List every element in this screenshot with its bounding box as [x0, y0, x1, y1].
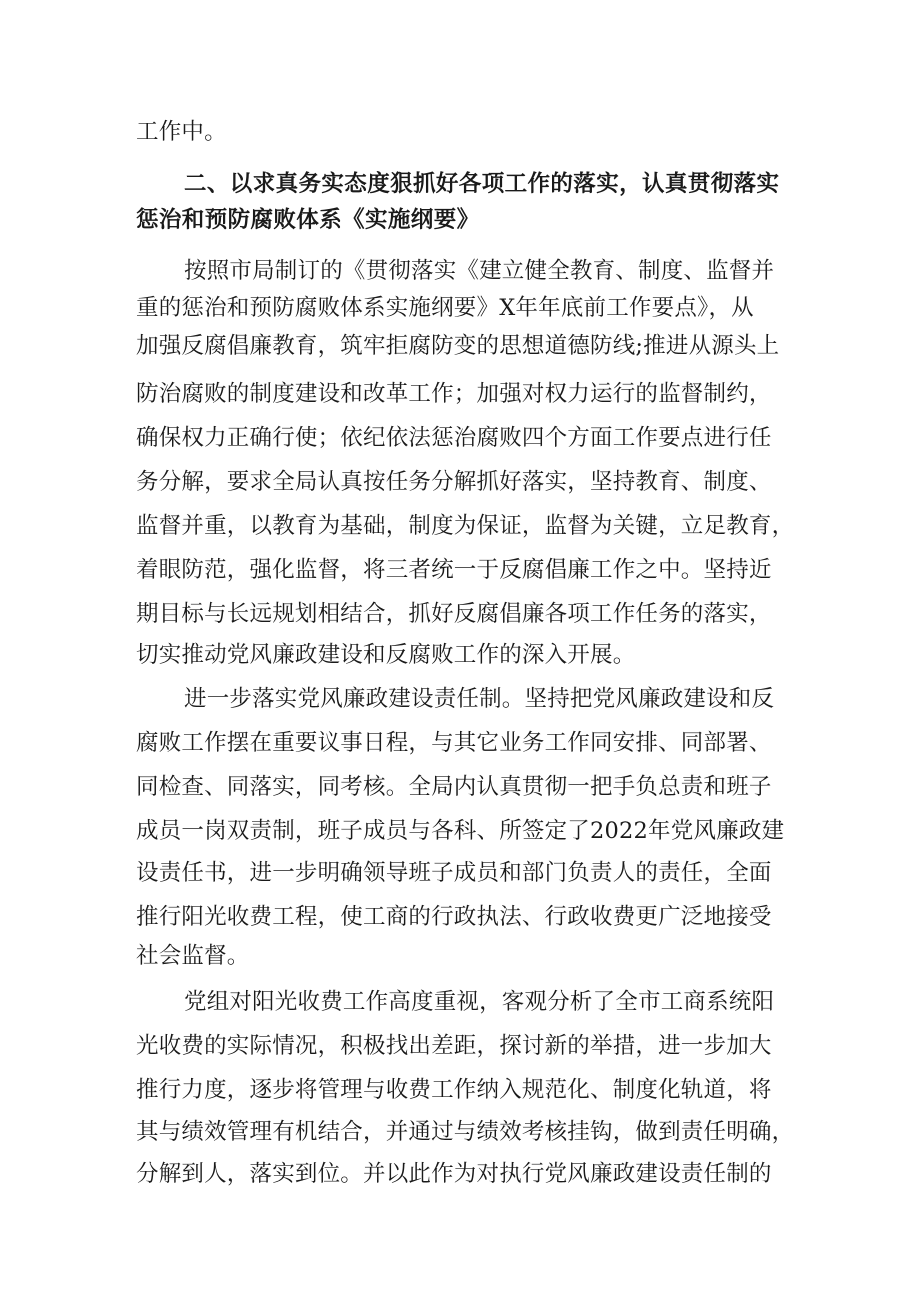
paragraph-line: 着眼防范，强化监督，将三者统一于反腐倡廉工作之中。坚持近 — [136, 557, 772, 583]
paragraph-line: 期目标与长远规划相结合，抓好反腐倡廉各项工作任务的落实， — [136, 601, 772, 627]
paragraph-line: 光收费的实际情况，积极找出差距，探讨新的举措，进一步加大 — [136, 1033, 772, 1059]
paragraph-line: 其与绩效管理有机结合，并通过与绩效考核挂钩，做到责任明确， — [136, 1119, 795, 1145]
paragraph-line: 推行阳光收费工程，使工商的行政执法、行政收费更广泛地接受 — [136, 904, 772, 930]
paragraph-line: 防治腐败的制度建设和改革工作；加强对权力运行的监督制约， — [136, 381, 772, 407]
paragraph-line: 社会监督。 — [136, 943, 250, 969]
paragraph-line: 同检查、同落实，同考核。全局内认真贯彻一把手负总责和班子 — [136, 774, 772, 800]
paragraph-line: 腐败工作摆在重要议事日程，与其它业务工作同安排、同部署、 — [136, 730, 772, 756]
paragraph-line: 推行力度，逐步将管理与收费工作纳入规范化、制度化轨道，将 — [136, 1077, 772, 1103]
paragraph-line: 切实推动党风廉政建设和反腐败工作的深入开展。 — [136, 642, 636, 668]
text-line: 工作中。 — [136, 119, 227, 145]
paragraph-line: 加强反腐倡廉教育，筑牢拒腐防变的思想道德防线;推进从源头上 — [136, 333, 780, 359]
paragraph-line: 按照市局制订的《贯彻落实《建立健全教育、制度、监督并 — [184, 258, 775, 284]
paragraph-line: 设责任书，进一步明确领导班子成员和部门负责人的责任，全面 — [136, 860, 772, 886]
paragraph-line: 分解到人，落实到位。并以此作为对执行党风廉政建设责任制的 — [136, 1161, 772, 1187]
paragraph-line: 务分解，要求全局认真按任务分解抓好落实，坚持教育、制度、 — [136, 469, 772, 495]
paragraph-line: 党组对阳光收费工作高度重视，客观分析了全市工商系统阳 — [184, 989, 775, 1015]
paragraph-line: 监督并重，以教育为基础，制度为保证，监督为关键，立足教育， — [136, 513, 795, 539]
paragraph-line: 进一步落实党风廉政建设责任制。坚持把党风廉政建设和反 — [184, 686, 775, 712]
paragraph-line: 重的惩治和预防腐败体系实施纲要》X年年底前工作要点》，从 — [136, 295, 754, 321]
paragraph-line: 成员一岗双责制，班子成员与各科、所签定了2022年党风廉政建 — [136, 818, 785, 844]
section-heading: 二、以求真务实态度狠抓好各项工作的落实，认真贯彻落实 — [184, 171, 780, 197]
section-heading: 惩治和预防腐败体系《实施纲要》 — [136, 207, 480, 233]
paragraph-line: 确保权力正确行使；依纪依法惩治腐败四个方面工作要点进行任 — [136, 425, 772, 451]
